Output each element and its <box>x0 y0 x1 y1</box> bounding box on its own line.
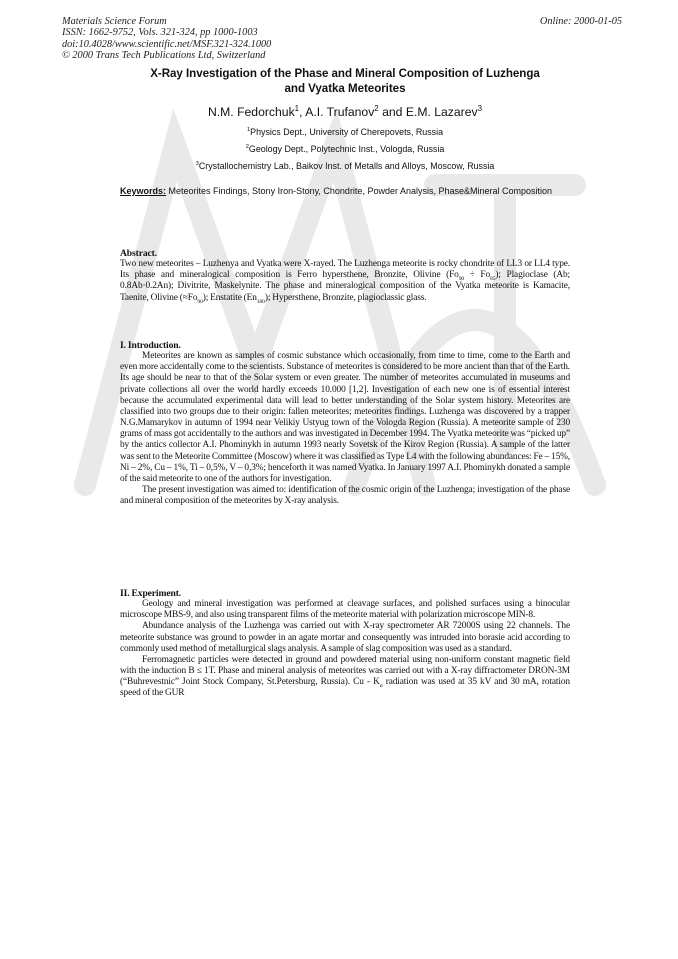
title-line-2: and Vyatka Meteorites <box>284 82 406 95</box>
experiment-paragraph-3-text: Ferromagnetic particles were detected in ground and powdered material using non-uniform constant magnetic field with the induction B ≤ 1T. Phase and mineral analysis of meteorites was carried out with a X-ray diffractometer DRON-3M (“Buhrevestnic” Joint Stock Company, St.Petersburg, Russia). Cu - K <box>120 654 570 688</box>
experiment-paragraph-2: Abundance analysis of the Luzhenga was carried out with X-ray spectrometer AR 72000S using 22 channels. The meteorite substance was ground to powder in an agate mortar and consequently was intruded into borasie acid according to commonly used method of metallurgical slags analysis. A sample of slag composition was used as a standard. <box>120 621 570 654</box>
experiment-paragraph-3-end: radiation was used at 35 kV and 30 mA, rotation speed of the GUR <box>120 677 570 699</box>
author-separator-1: , <box>299 105 306 119</box>
keywords-label: Keywords: <box>120 186 167 196</box>
introduction-heading: I. Introduction. <box>120 340 181 351</box>
abstract-sub-1: 90 <box>458 276 465 283</box>
affiliation-1 <box>110 127 580 138</box>
author-list <box>110 105 580 119</box>
copyright-line: © 2000 Trans Tech Publications Ltd, Switzerland <box>62 50 266 62</box>
experiment-section <box>120 588 570 700</box>
affiliation-3 <box>110 161 580 172</box>
doi-line: doi:10.4028/www.scientific.net/MSF.321-324.1000 <box>62 38 272 50</box>
journal-header <box>62 16 622 62</box>
affiliation-2-text: Geology Dept., Polytechnic Inst., Vologda, Russia <box>248 144 445 154</box>
experiment-paragraph-3-sub: α <box>379 683 383 690</box>
author-2: A.I. Trufanov <box>305 105 375 119</box>
affiliation-3-sup: 3 <box>195 161 199 168</box>
abstract-text-part-3: ); Plagioclase (Ab; 0.8Ab·0.2An); Divitrite, Maskelynite. The phase and mineralogical composition of the Vyatka meteorite is Kamacite, Taenite, Olivine (≈Fo <box>120 270 571 303</box>
keywords-section <box>120 186 566 197</box>
author-separator-2: and <box>378 105 406 119</box>
journal-name: Materials Science Forum <box>62 16 167 27</box>
affiliation-2 <box>110 144 580 155</box>
abstract-sub-3: 90 <box>197 298 203 305</box>
abstract-sub-4: 100 <box>256 298 265 305</box>
author-2-sup: 2 <box>374 103 379 113</box>
affiliation-3-text: Crystallochemistry Lab., Baikov Inst. of Metalls and Alloys, Moscow, Russia <box>198 161 495 171</box>
author-3-sup: 3 <box>477 103 483 113</box>
affiliation-2-sup: 2 <box>245 144 249 151</box>
abstract-text-part-2: ÷ Fo <box>464 270 491 281</box>
introduction-paragraph-2: The present investigation was aimed to: identification of the cosmic origin of the Luzhenga; investigation of the phase and mineral composition of the meteorites by X-ray analysis. <box>120 485 570 507</box>
author-1: N.M. Fedorchuk <box>207 105 295 119</box>
abstract-text-part-4: ); Enstatite (En <box>202 292 257 303</box>
abstract-heading: Abstract. <box>120 248 158 259</box>
author-1-sup: 1 <box>294 103 300 113</box>
abstract-section <box>120 248 570 304</box>
experiment-paragraph-1: Geology and mineral investigation was performed at cleavage surfaces, and polished surfaces using a binocular microscope MBS-9, and also using transparent films of the meteorite material with polarization microscope MIN-8. <box>120 599 570 621</box>
abstract-sub-2: 85 <box>490 276 496 283</box>
author-3: E.M. Lazarev <box>405 105 478 119</box>
abstract-text <box>120 259 570 304</box>
keywords-text: Meteorites Findings, Stony Iron-Stony, Chondrite, Powder Analysis, Phase&Mineral Composition <box>166 186 553 196</box>
affiliation-1-text: Physics Dept., University of Cherepovets, Russia <box>250 127 444 137</box>
title-line-1: X-Ray Investigation of the Phase and Mineral Composition of Luzhenga <box>150 67 540 80</box>
abstract-text-part-1: Two new meteorites – Luzhenya and Vyatka were X-rayed. The Luzhenga meteorite is rocky chondrite of LL3 or LL4 type. Its phase and mineralogical composition is Ferro hypersthene, Bronzite, Olivine (Fo <box>120 259 570 281</box>
issn-line: ISSN: 1662-9752, Vols. 321-324, pp 1000-1003 <box>62 27 258 39</box>
experiment-paragraph-3 <box>120 655 570 700</box>
paper-title <box>110 66 580 96</box>
online-date: Online: 2000-01-05 <box>539 16 622 27</box>
introduction-paragraph-1: Meteorites are known as samples of cosmic substance which occasionally, from time to time, come to the Earth and even more accidentally come to the scientists. Substance of meteorites is considered to be more ancient than that of the Earth. Its age should be near to that of the Solar system or even greater. The number of meteorites accumulated in museums and private collections all over the world hardly exceeds 10.000 [1,2]. Investigation of each new one is of essential interest because the accumulated experimental data will lead to better understanding of the Solar system history. Meteorites are classified into two groups due to their origin: fallen meteorites; meteorites findings. Luzhenga was discovered by a trapper N.G.Mamarykov in autumn of 1994 near Velikiy Ustyug town of the Vologda Region (Russia). A meteorite sample of 230 grams of mass got accidentally to the authors and was investigated in December 1994. The Vyatka meteorite was “picked up” by the antics collector A.I. Phominykh in autumn 1993 nearly Sovetsk of the Kirov Region (Russia). A sample of the latter was sent to the Meteorite Committee (Moscow) where it was classified as Type L4 with the following abundances: Fe – 15%, Ni – 2%, Cu – 1%, Ti – 0,5%, V – 0,3%; henceforth it was named Vyatka. In January 1997 A.I. Phominykh donated a sample of the said meteorite to one of the authors for investigation. <box>120 351 570 484</box>
experiment-heading: II. Experiment. <box>120 588 182 599</box>
affiliation-1-sup: 1 <box>246 127 251 134</box>
abstract-text-part-5: ); Hypersthene, Bronzite, plagioclassic glass. <box>264 292 427 303</box>
introduction-section <box>120 340 570 507</box>
